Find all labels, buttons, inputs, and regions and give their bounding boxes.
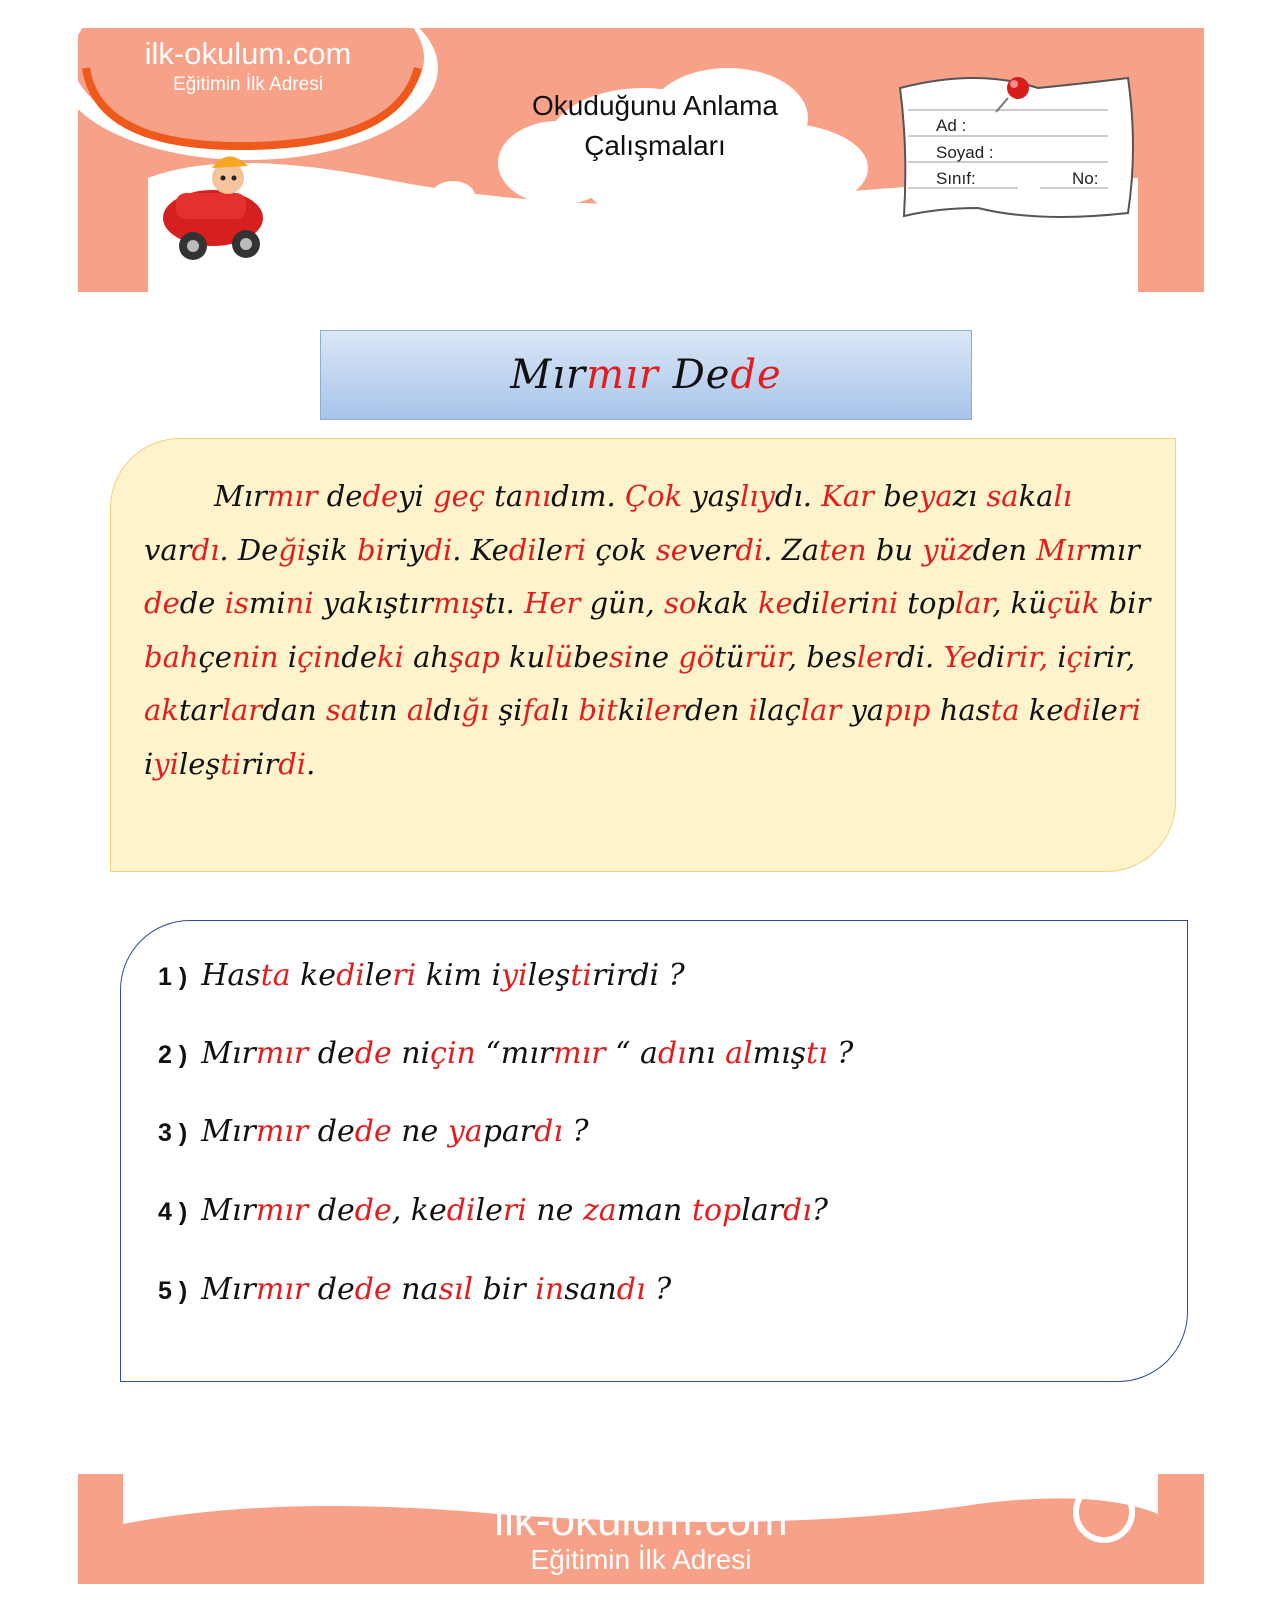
text-segment: di (278, 746, 307, 781)
worksheet-heading (490, 86, 820, 166)
text-segment: bah (144, 639, 199, 674)
text-segment: i (144, 746, 154, 781)
text-segment: rür (744, 639, 788, 674)
text-segment: mır (586, 352, 659, 398)
text-segment: se (655, 532, 688, 567)
text-segment: Ye (943, 639, 978, 674)
text-segment: kim (416, 958, 492, 993)
text-segment: yaş (682, 479, 740, 513)
text-segment: rir (241, 746, 279, 781)
text-segment: de (354, 1036, 392, 1071)
text-segment: de (354, 1114, 392, 1149)
text-segment: de (144, 586, 180, 620)
text-segment: nin (231, 639, 279, 674)
text-segment: ne (526, 1193, 583, 1228)
text-segment: ti (570, 958, 593, 993)
text-segment: ri (392, 958, 417, 993)
text-segment: rir, (1005, 639, 1049, 674)
worksheet-heading-line2: Çalışmaları (584, 130, 726, 161)
text-segment: ya (313, 586, 357, 620)
question-text (201, 1114, 588, 1149)
text-segment: mır (1089, 532, 1140, 567)
text-segment: ke (290, 958, 337, 993)
text-segment: , kü (992, 586, 1047, 620)
question-number: 4 ) (158, 1198, 188, 1226)
text-segment: tar (178, 693, 222, 727)
text-segment: lar (221, 693, 263, 727)
text-segment: çin (430, 1036, 476, 1071)
text-segment: dı (783, 1193, 812, 1228)
text-segment: nı (686, 1036, 726, 1071)
text-segment: ka (1018, 479, 1054, 513)
text-segment: Has (201, 958, 261, 993)
question-1 (158, 958, 685, 993)
text-segment: ti (220, 746, 242, 781)
text-segment: ne (391, 1114, 448, 1149)
text-segment: le (1091, 693, 1118, 727)
question-number: 5 ) (158, 1277, 188, 1305)
text-segment: lı (1053, 479, 1073, 513)
text-segment: Mır (201, 1272, 256, 1307)
text-segment: par (482, 1114, 535, 1149)
text-segment: Mır (201, 1193, 256, 1228)
text-segment: ri (847, 586, 871, 620)
text-segment: den (685, 693, 749, 727)
question-text (201, 1036, 853, 1071)
question-number: 1 ) (158, 963, 188, 991)
text-segment: den (972, 532, 1037, 567)
text-segment: . (306, 746, 316, 781)
text-segment: Mır (510, 352, 587, 398)
text-segment: rir, (1092, 639, 1136, 674)
text-segment: var (144, 532, 192, 567)
question-number: 2 ) (158, 1041, 188, 1069)
text-segment: . Za (763, 532, 820, 567)
text-segment: si (608, 639, 634, 674)
text-segment: is (224, 586, 249, 620)
text-segment: di. (897, 639, 944, 674)
text-segment: ri (502, 1193, 527, 1228)
text-segment: ni (285, 586, 314, 620)
text-segment: gö (678, 639, 715, 674)
text-segment: in (535, 1272, 565, 1307)
story-text (144, 470, 1154, 791)
story-title (510, 352, 781, 398)
text-segment: na (391, 1272, 439, 1307)
text-segment: çe (198, 639, 232, 674)
question-5 (158, 1272, 671, 1307)
text-segment: gün, (580, 586, 664, 620)
text-segment: ri (1117, 693, 1141, 727)
text-segment: mış (433, 586, 485, 620)
text-segment: riy (384, 532, 425, 567)
text-segment: ya (918, 479, 953, 513)
text-segment: ak (144, 693, 179, 727)
text-segment: di (1063, 693, 1092, 727)
text-segment: dı (191, 532, 220, 567)
text-segment: yi (398, 479, 434, 513)
text-segment: di ? (630, 958, 685, 993)
text-segment: di (977, 639, 1006, 674)
text-segment: bir (473, 1272, 536, 1307)
text-segment: has (930, 693, 991, 727)
text-segment: de (308, 1114, 355, 1149)
text-segment: yi (501, 958, 528, 993)
text-segment: lar (955, 586, 993, 620)
text-segment: dan (262, 693, 326, 727)
text-segment: ah (403, 639, 450, 674)
text-segment: di (792, 586, 821, 620)
text-segment: ? (827, 1036, 854, 1071)
text-segment: de (308, 1272, 355, 1307)
text-segment: i (491, 958, 502, 993)
text-segment: de (362, 479, 399, 513)
question-number: 3 ) (158, 1119, 188, 1147)
text-segment: ku (509, 639, 546, 674)
text-segment: di (424, 532, 453, 567)
text-segment: al (725, 1036, 753, 1071)
text-segment: le (364, 958, 393, 993)
text-segment: ler (644, 693, 686, 727)
text-segment: sıl (438, 1272, 474, 1307)
story-title-box (320, 330, 972, 420)
text-segment: . De (219, 532, 279, 567)
text-segment: mır (255, 1272, 309, 1307)
text-segment: lar (741, 1193, 784, 1228)
text-segment: mır (255, 1193, 309, 1228)
text-segment (659, 352, 673, 398)
text-segment: dı (657, 1036, 687, 1071)
text-segment: mır (255, 1114, 309, 1149)
text-segment: zı (952, 479, 987, 513)
text-segment: şap (449, 639, 500, 674)
surname-field-label: Soyad : (936, 143, 994, 162)
text-segment: Her (524, 586, 581, 620)
text-segment: ver (687, 532, 736, 567)
text-segment: Mır (214, 479, 267, 513)
text-segment: ten (819, 532, 867, 567)
question-2 (158, 1036, 853, 1071)
text-segment: Mır (201, 1114, 256, 1149)
text-segment: de (730, 352, 782, 398)
text-segment: ne (633, 639, 679, 674)
text-segment: dı. (774, 479, 822, 513)
text-segment: di (735, 532, 764, 567)
text-segment: san (564, 1272, 617, 1307)
name-field-label: Ad : (936, 116, 967, 135)
text-segment: mi (248, 586, 286, 620)
text-segment: mış (752, 1036, 807, 1071)
text-segment: za (582, 1193, 617, 1228)
text-segment: lar (800, 693, 842, 727)
text-segment: sa (986, 479, 1019, 513)
text-segment: De (672, 352, 731, 398)
text-segment: ni (391, 1036, 431, 1071)
text-segment: lıy (739, 479, 775, 513)
text-segment: dı (616, 1272, 646, 1307)
text-segment: tı (806, 1036, 828, 1071)
text-segment: top (898, 586, 955, 620)
text-segment: leş (178, 746, 221, 781)
worksheet-heading-line1: Okuduğunu Anlama (532, 90, 778, 121)
text-segment: top (691, 1193, 742, 1228)
text-segment: de (354, 1193, 392, 1228)
text-segment: ler (856, 639, 898, 674)
text-segment: al (406, 693, 434, 727)
text-segment: di (336, 958, 365, 993)
text-segment: yi (153, 746, 179, 781)
text-segment: Kar (821, 479, 874, 513)
text-segment: di (508, 532, 537, 567)
text-segment: çok (586, 532, 656, 567)
number-field-label: No: (1072, 169, 1099, 188)
text-segment: ke (1019, 693, 1064, 727)
text-segment: bi (357, 532, 385, 567)
text-segment: ri (563, 532, 587, 567)
text-segment: pıp (884, 693, 931, 727)
text-segment: ke (757, 586, 793, 620)
text-segment: ? (562, 1114, 589, 1149)
text-segment: tır (398, 586, 434, 620)
text-segment: de (179, 586, 225, 620)
text-segment: ki (617, 693, 645, 727)
text-segment: mır (255, 1036, 309, 1071)
text-segment: “ a (605, 1036, 658, 1071)
text-segment: ya (841, 693, 885, 727)
text-segment: . Ke (452, 532, 509, 567)
text-segment: bir (1099, 586, 1151, 620)
logo-title: ilk-okulum.com (144, 36, 352, 71)
text-segment: ki (377, 639, 404, 674)
text-segment: i (278, 639, 298, 674)
text-segment: tü (714, 639, 745, 674)
text-segment: Çok (624, 479, 683, 513)
text-segment: di (446, 1193, 476, 1228)
text-segment: çin (297, 639, 342, 674)
footer-subtitle: Eğitimin İlk Adresi (530, 1544, 752, 1575)
text-segment: leş (527, 958, 571, 993)
text-segment: yüz (922, 532, 973, 567)
question-text (201, 1272, 671, 1307)
text-segment: bu (866, 532, 923, 567)
logo-subtitle: Eğitimin İlk Adresi (173, 74, 323, 95)
text-segment: de (317, 479, 363, 513)
text-segment: nı (523, 479, 552, 513)
text-segment: şik (306, 532, 358, 567)
text-segment: , bes (787, 639, 857, 674)
text-segment: lı (550, 693, 579, 727)
text-segment: de (341, 639, 378, 674)
text-segment: man (616, 1193, 692, 1228)
text-segment: lü (545, 639, 574, 674)
question-3 (158, 1114, 589, 1149)
text-segment: ? (811, 1193, 828, 1228)
text-segment: sa (325, 693, 359, 727)
text-segment: dım. (551, 479, 625, 513)
text-segment: be (874, 479, 919, 513)
text-segment: Mır (1036, 532, 1090, 567)
text-segment: mır (553, 1036, 606, 1071)
text-segment: de (308, 1193, 355, 1228)
text-segment: ta (260, 958, 291, 993)
text-segment: laç (757, 693, 801, 727)
text-segment: de (354, 1272, 392, 1307)
text-segment: geç (433, 479, 486, 513)
text-segment: tı. (484, 586, 525, 620)
text-segment: dı (433, 693, 462, 727)
text-segment: kak (696, 586, 758, 620)
text-segment: ği (278, 532, 307, 567)
text-segment: fa (522, 693, 551, 727)
footer-title: ilk-okulum.com (494, 1496, 788, 1545)
question-text (201, 958, 685, 993)
text-segment: mır (266, 479, 318, 513)
text-segment: so (663, 586, 697, 620)
question-text (201, 1193, 828, 1228)
text-segment: le (536, 532, 564, 567)
text-segment: çi (1066, 639, 1093, 674)
question-4 (158, 1193, 828, 1228)
text-segment: de (308, 1036, 355, 1071)
text-segment: rir (592, 958, 631, 993)
text-segment: çük (1046, 586, 1100, 620)
text-segment: “mır (475, 1036, 554, 1071)
text-segment: ni (870, 586, 899, 620)
text-segment: i (748, 693, 758, 727)
text-segment: le (820, 586, 847, 620)
class-field-label: Sınıf: (936, 169, 976, 188)
text-segment: ? (645, 1272, 672, 1307)
text-segment: ta (990, 693, 1020, 727)
text-segment: be (573, 639, 609, 674)
text-segment: ta (485, 479, 524, 513)
text-segment: ğı (461, 693, 490, 727)
text-segment: , ke (391, 1193, 447, 1228)
text-segment: şi (489, 693, 523, 727)
text-segment: ya (447, 1114, 483, 1149)
text-segment: dı (534, 1114, 563, 1149)
text-segment: Mır (201, 1036, 256, 1071)
text-segment: le (475, 1193, 503, 1228)
text-segment: i (1048, 639, 1067, 674)
text-segment (500, 640, 509, 674)
text-segment: bit (578, 693, 618, 727)
text-segment: kış (356, 586, 399, 620)
text-segment: tın (358, 693, 407, 727)
